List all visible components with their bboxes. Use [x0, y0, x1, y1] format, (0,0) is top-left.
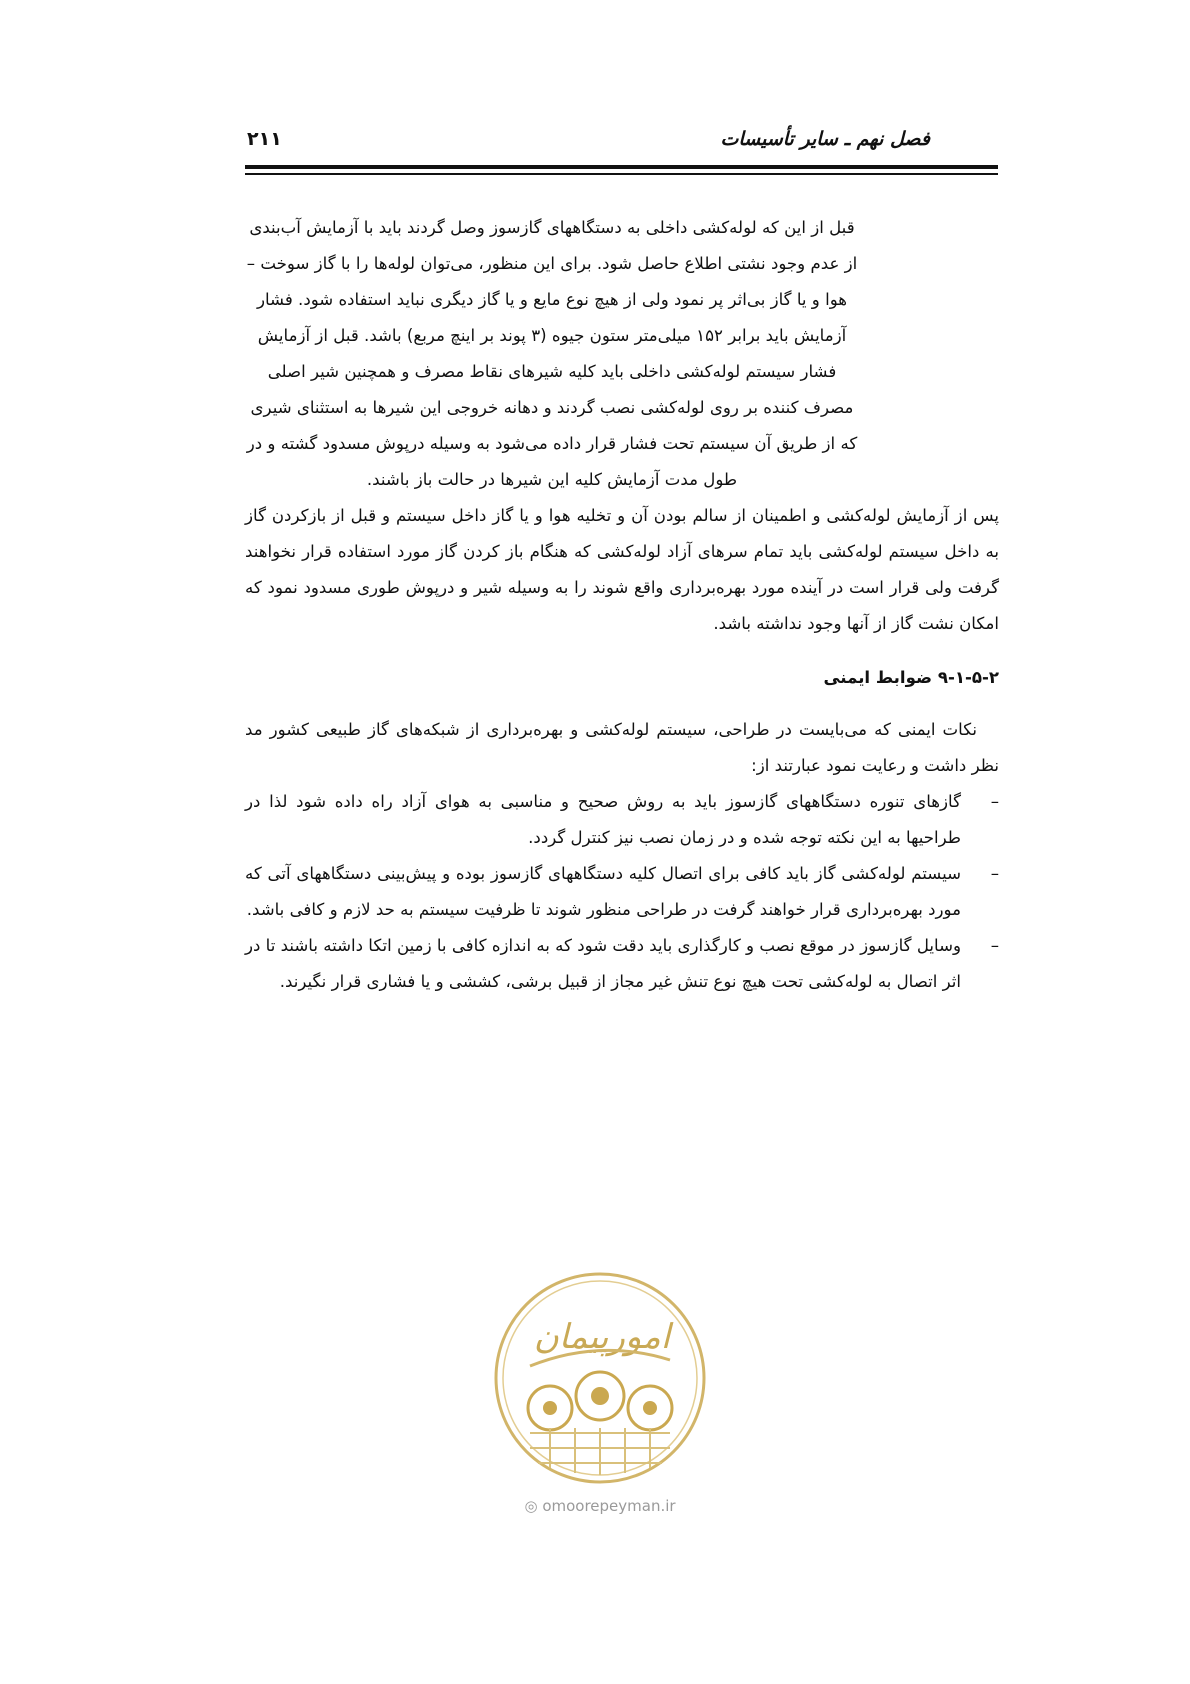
section-heading: ۹-۱-۵-۲ ضوابط ایمنی [823, 668, 999, 687]
list-item [245, 928, 999, 1000]
page-number: ۲۱۱ [247, 128, 282, 150]
list-item [245, 784, 999, 856]
website-watermark [490, 1497, 710, 1515]
bullet-dash: – [990, 792, 999, 811]
website-text: omoorepeyman.ir [542, 1497, 676, 1515]
paragraph-safety-intro: نکات ایمنی که می‌بایست در طراحی، سیستم لوله‌کشی و بهره‌برداری از شبکه‌های گاز طبیعی کشور مد نظر داشت و رعایت نمود عبارتند از: [245, 720, 999, 775]
logo-lettering: امورپیمان [533, 1317, 671, 1357]
page-body [245, 210, 999, 1000]
paragraph-pressure-test: قبل از این که لوله‌کشی داخلی به دستگاههای گازسوز وصل گردند باید با آزمایش آب‌بندی از عدم وجود نشتی اطلاع حاصل شود. برای این منظور، می‌توان لوله‌ها را با گاز سوخت – هوا و یا گاز بی‌اثر پر نمود ولی از هیچ نوع مایع و یا گاز دیگری نباید استفاده شود. فشار آزمایش باید برابر ۱۵۲ میلی‌متر ستون جیوه (۳ پوند بر اینچ مربع) باشد. قبل از آزمایش فشار سیستم لوله‌کشی داخلی باید کلیه شیرهای نقاط مصرف و همچنین شیر اصلی مصرف کننده بر روی لوله‌کشی نصب گردند و دهانه خروجی این شیرها به استثنای شیری که از طریق آن سیستم تحت فشار قرار داده می‌شود به وسیله درپوش مسدود گشته و در طول مدت آزمایش کلیه این شیرها در حالت باز باشند. [246, 218, 858, 489]
list-item-text: سیستم لوله‌کشی گاز باید کافی برای اتصال کلیه دستگاههای گازسوز بوده و پیش‌بینی دستگاههای آتی که مورد بهره‌برداری قرار خواهند گرفت در طراحی منظور شوند تا ظرفیت سیستم به حد لازم و کافی باشد. [245, 864, 961, 919]
chapter-title: فصل نهم ـ سایر تأسیسات [720, 128, 930, 150]
globe-icon: ◎ [524, 1497, 538, 1515]
list-item-text: وسایل گازسوز در موقع نصب و کارگذاری باید دقت شود که به اندازه کافی با زمین اتکا داشته باشند تا در اثر اتصال به لوله‌کشی تحت هیچ نوع تنش غیر مجاز از قبیل برشی، کششی و یا فشاری قرار نگیرند. [245, 936, 961, 991]
watermark-logo-icon [490, 1268, 710, 1488]
bullet-dash: – [990, 864, 999, 883]
header-rule-thin [245, 173, 998, 175]
paragraph-gas-purge: پس از آزمایش لوله‌کشی و اطمینان از سالم بودن آن و تخلیه هوا و یا گاز داخل سیستم و قبل از بازکردن گاز به داخل سیستم لوله‌کشی باید تمام سرهای آزاد لوله‌کشی که هنگام باز کردن گاز مورد استفاده قرار نخواهند گرفت ولی قرار است در آینده مورد بهره‌برداری واقع شوند را به وسیله شیر و درپوش طوری مسدود نمود که امکان نشت گاز از آنها وجود نداشته باشد. [245, 506, 999, 633]
bullet-dash: – [990, 936, 999, 955]
safety-rules-list [245, 784, 999, 1000]
list-item-text: گازهای تنوره دستگاههای گازسوز باید به روش صحیح و مناسبی به هوای آزاد راه داده شود لذا در طراحیها به این نکته توجه شده و در زمان نصب نیز کنترل گردد. [245, 792, 961, 847]
list-item [245, 856, 999, 928]
header-rule-thick [245, 165, 998, 169]
